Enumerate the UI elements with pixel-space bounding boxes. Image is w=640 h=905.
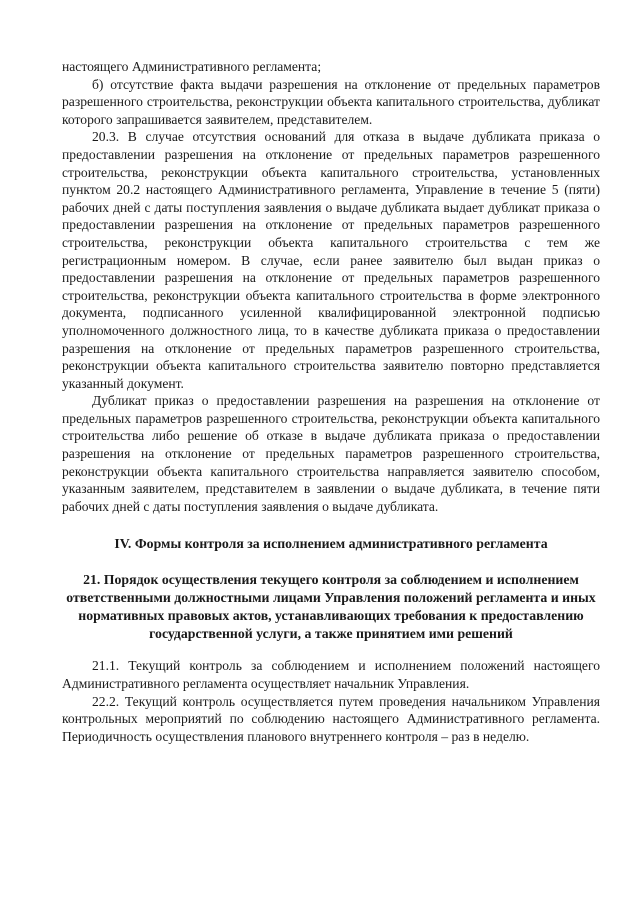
- paragraph-duplicate-delivery: Дубликат приказ о предоставлении разрешения на разрешения на отклонение от предельных параметров разрешенного строительства, реконструкции объекта капитального строительства либо решение об отказе в выдаче дубликата приказа о предоставлении разрешения на отклонение от предельных параметров разрешенного строительства, реконструкции объекта капитального строительства направляется заявителю способом, указанным заявителем, представителем в заявлении о выдаче дубликата, в течение пяти рабочих дней с даты поступления заявления о выдаче дубликата.: [62, 393, 600, 514]
- section-heading: IV. Формы контроля за исполнением административного регламента: [114, 536, 548, 552]
- paragraph-21-1: 21.1. Текущий контроль за соблюдением и исполнением положений настоящего Административного регламента осуществляет начальник Управления.: [62, 658, 600, 692]
- paragraph-item-b: б) отсутствие факта выдачи разрешения на отклонение от предельных параметров разрешенного строительства, реконструкции объекта капитального строительства, дубликат которого запрашивается заявителем, представителем.: [62, 76, 600, 127]
- subsection-heading: 21. Порядок осуществления текущего контроля за соблюдением и исполнением ответственными должностными лицами Управления положений регламента и иных нормативных правовых актов, устанавливающих требования к предоставлению государственной услуги, а также принятием ими решений: [66, 572, 596, 642]
- paragraph-20-3: 20.3. В случае отсутствия оснований для отказа в выдаче дубликата приказа о предоставлении разрешения на отклонение от предельных параметров разрешенного строительства, реконструкции объекта капитального строительства, установленных пунктом 20.2 настоящего Административного регламента, Управление в течение 5 (пяти) рабочих дней с даты поступления заявления о выдаче дубликата выдает дубликат приказа о предоставлении разрешения на отклонение от предельных параметров разрешенного строительства, реконструкции объекта капитального строительства с тем же регистрационным номером. В случае, если ранее заявителю был выдан приказ о предоставлении разрешения на отклонение от предельных параметров разрешенного строительства, реконструкции объекта капитального строительства в форме электронного документа, подписанного усиленной квалифицированной электронной подписью уполномоченного должностного лица, то в качестве дубликата приказа о предоставлении разрешения на отклонение от предельных параметров разрешенного строительства, реконструкции объекта капитального строительства заявителю повторно представляется указанный документ.: [62, 129, 600, 391]
- paragraph-22-2: 22.2. Текущий контроль осуществляется путем проведения начальником Управления контрольных мероприятий по соблюдению настоящего Административного регламента. Периодичность осуществления планового внутреннего контроля – раз в неделю.: [62, 693, 600, 744]
- paragraph-continuation: настоящего Административного регламента;: [62, 59, 322, 74]
